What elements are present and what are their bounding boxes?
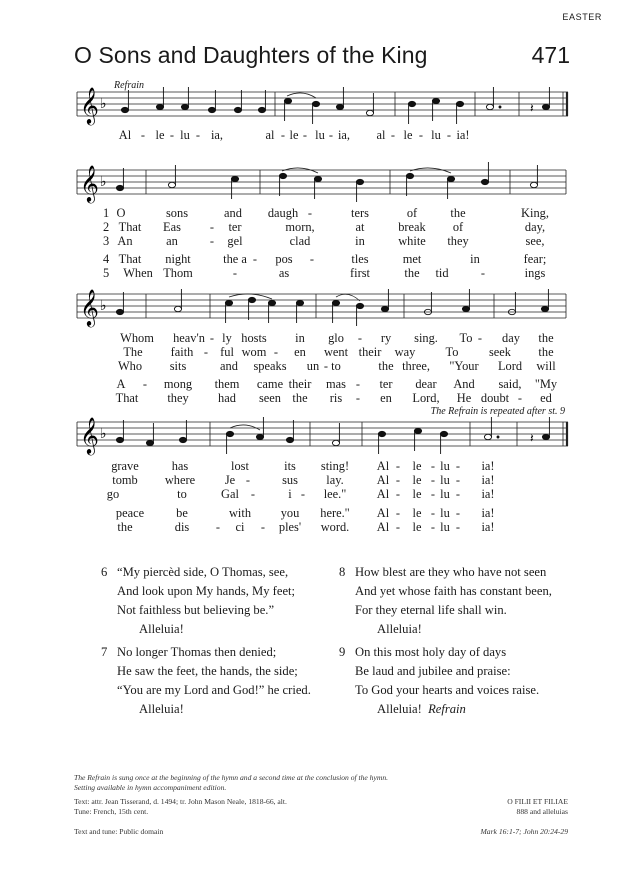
verse-lyrics-s4-l2: tomb where Je - sus lay. Al - le - lu - ia! bbox=[112, 473, 495, 487]
svg-text:𝄽: 𝄽 bbox=[530, 431, 534, 445]
hymn-number: 471 bbox=[531, 42, 570, 68]
verse-lyrics-s2-l5: 5 When Thom - as first the tid - ings bbox=[103, 266, 546, 280]
stanza-8: 8 How blest are they who have not seen And yet whose faith has constant been, For they eternal life shall win. Alleluia! bbox=[339, 565, 552, 636]
stanza-7: 7 No longer Thomas then denied; He saw the feet, the hands, the side; “You are my Lord and God!” he cried. Alleluia! bbox=[101, 645, 311, 716]
music-staff-3 bbox=[0, 284, 640, 334]
verse-lyrics-s2-l3: 3 An an - gel clad in white they see, bbox=[103, 234, 545, 248]
svg-text:♭: ♭ bbox=[100, 426, 107, 442]
verse-lyrics-s2-l1: 1 O sons and daugh - ters of the King, bbox=[103, 206, 549, 220]
scripture-reference: Mark 16:1-7; John 20:24-29 bbox=[480, 827, 568, 836]
stanza-6: 6 “My piercèd side, O Thomas, see, And look upon My hands, My feet; Not faithless but believing be.” Alleluia! bbox=[101, 565, 296, 636]
stanza-9: 9 On this most holy day of days Be laud and jubilee and praise: To God your hearts and voices raise. Alleluia! Refrain bbox=[339, 645, 540, 716]
verse-lyrics-s2-l2: 2 That Eas - ter morn, at break of day, bbox=[103, 220, 546, 234]
footer-tune-info bbox=[507, 797, 568, 817]
verse-lyrics-s4-l1: grave has lost its sting! Al - le - lu - ia! bbox=[111, 459, 495, 473]
treble-clef-icon: 𝄞 bbox=[80, 86, 99, 124]
svg-text:𝄞: 𝄞 bbox=[80, 164, 99, 202]
verse-lyrics-s3-l4: A - mong them came their mas - ter dear And said, "My bbox=[116, 377, 558, 391]
svg-text:♭: ♭ bbox=[100, 298, 107, 314]
verse-lyrics-s4-l3: go to Gal - i - lee." Al - le - lu - ia! bbox=[106, 487, 495, 501]
verse-lyrics-s3-l1: Whom heav'n - ly hosts in glo - ry sing. To - day the bbox=[120, 331, 554, 345]
svg-text:♭: ♭ bbox=[100, 96, 107, 112]
svg-text:𝄞: 𝄞 bbox=[80, 416, 99, 454]
refrain-cue: Refrain bbox=[428, 702, 466, 716]
verse-lyrics-s2-l4: 4 That night the a - pos - tles met in fear; bbox=[103, 252, 547, 266]
refrain-lyrics: Al - le - lu - ia, al - le - lu - ia, al - le - lu - ia! bbox=[118, 128, 470, 142]
svg-text:𝄞: 𝄞 bbox=[80, 288, 99, 326]
verse-lyrics-s3-l5: That they had seen the ris - en Lord, He doubt - ed bbox=[115, 391, 552, 405]
footer-notes: The Refrain is sung once at the beginning of the hymn and a second time at the conclusion of the hymn. Setting available in hymn accompaniment edition. bbox=[74, 773, 389, 792]
section-label: EASTER bbox=[562, 12, 602, 22]
tune-name: O FILII ET FILIAE bbox=[507, 797, 568, 806]
verse-lyrics-s3-l2: The faith - ful wom - en went their way To seek the bbox=[123, 345, 554, 359]
verse-lyrics-s4-l4: peace be with you here." Al - le - lu - ia! bbox=[115, 506, 495, 520]
svg-text:♭: ♭ bbox=[100, 174, 107, 190]
verse-lyrics-s4-l5: the dis - ci - ples' word. Al - le - lu - ia! bbox=[117, 520, 495, 534]
svg-text:𝄽: 𝄽 bbox=[530, 101, 534, 115]
copyright: Text and tune: Public domain bbox=[74, 827, 164, 836]
music-staff-2 bbox=[0, 160, 640, 210]
refrain-label: Refrain bbox=[114, 80, 144, 91]
footer-credits: Text: attr. Jean Tisserand, d. 1494; tr. John Mason Neale, 1818-66, alt. Tune: French, 15th cent. bbox=[74, 797, 287, 816]
meter: 888 and alleluias bbox=[516, 807, 568, 816]
verse-lyrics-s3-l3: Who sits and speaks un - to the three, "Your Lord will bbox=[117, 359, 556, 373]
hymn-title: O Sons and Daughters of the King bbox=[74, 42, 428, 68]
repeat-note: The Refrain is repeated after st. 9 bbox=[430, 406, 565, 417]
